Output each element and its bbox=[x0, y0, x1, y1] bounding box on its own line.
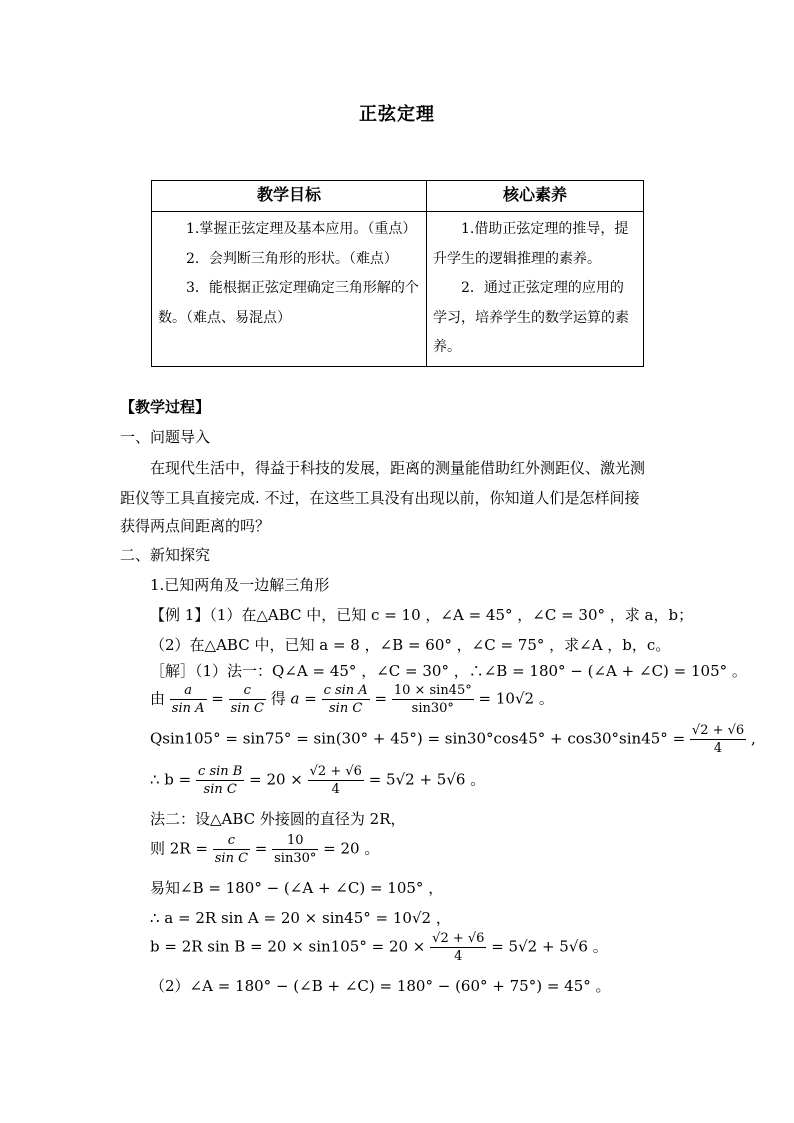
text: 由 bbox=[150, 689, 166, 708]
denominator: sin C bbox=[203, 782, 237, 797]
solution-line-b: ∴ b = $\frac{\text{c sin B}}{\text{sin C}}$ = 20 × $\frac{√2 + √6}{4}$ = 5√2 + 5√6 。 bbox=[150, 764, 486, 797]
solution-line-fractions: 由 $\frac{a}{\text{sin A}}$ = $\frac{c}{\text{sin C}}$ 得 a = $\frac{\text{c sin A}}{\text{sin C}}$ = $\frac{10 \times \sin 45^\circ}{\sin 30^\circ}$ = 10√2 。 bbox=[150, 683, 554, 716]
fraction bbox=[213, 832, 250, 867]
numerator: 10 × sin45° bbox=[393, 683, 472, 698]
numerator: 10 bbox=[272, 832, 318, 850]
numerator: √2 + √6 bbox=[309, 764, 362, 779]
denominator: 4 bbox=[331, 782, 340, 797]
text: = 10√2 。 bbox=[478, 689, 554, 708]
fraction bbox=[170, 682, 207, 717]
goal-item: 3．能根据正弦定理确定三角形解的个数。（难点、易混点） bbox=[158, 280, 419, 326]
numerator: a bbox=[170, 682, 207, 700]
numerator: c bbox=[213, 832, 250, 850]
section-heading: 二、新知探究 bbox=[120, 546, 211, 564]
solution-line-sin105: Qsin105° = sin75° = sin(30° + 45°) = sin30°cos45° + cos30°sin45° = $\frac{√2 + √6}{4}$ , bbox=[150, 723, 756, 756]
numerator: c bbox=[229, 682, 266, 700]
goal-item: 1.掌握正弦定理及基本应用。（重点） bbox=[186, 221, 417, 237]
fraction bbox=[196, 763, 244, 798]
numerator: c sin B bbox=[198, 764, 243, 779]
denominator: 4 bbox=[454, 949, 463, 964]
denominator: sin C bbox=[214, 851, 249, 866]
denominator: sin30° bbox=[411, 701, 454, 716]
table-header-literacy: 核心素养 bbox=[427, 181, 644, 212]
goal-item: 2．会判断三角形的形状。（难点） bbox=[186, 250, 398, 267]
denominator: sin A bbox=[171, 701, 205, 716]
example-line-1 bbox=[150, 604, 693, 625]
fraction bbox=[690, 722, 746, 757]
numerator: √2 + √6 bbox=[432, 931, 485, 946]
method2-line: ∴ a = 2R sin A = 20 × sin45° = 10√2 ， bbox=[150, 909, 451, 927]
example-question-2: （2）在△ABC 中，已知 a = 8 ，∠B = 60° ，∠C = 75° ，求∠A ，b，c。 bbox=[150, 636, 671, 654]
fraction bbox=[430, 930, 486, 965]
denominator: sin C bbox=[230, 701, 264, 716]
fraction bbox=[392, 682, 474, 717]
intro-line: 在现代生活中，得益于科技的发展，距离的测量能借助红外测距仪、激光测 bbox=[150, 459, 646, 477]
text: = 5√2 + 5√6 。 bbox=[368, 770, 486, 789]
part2-line: （2）∠A = 180° − (∠B + ∠C) = 180° − (60° + 75°) = 45° 。 bbox=[150, 977, 611, 995]
text: Qsin105° = sin75° = sin(30° + 45°) = sin30°cos45° + cos30°sin45° = bbox=[150, 729, 686, 748]
method2-line-2r: 则 2R = $\frac{c}{\text{sin C}}$ = $\frac{10}{\sin 30^\circ}$ = 20 。 bbox=[150, 833, 380, 866]
literacy-item: 2．通过正弦定理的应用的学习，培养学生的数学运算的素养。 bbox=[433, 280, 629, 355]
numerator: √2 + √6 bbox=[691, 723, 745, 738]
literacy-cell bbox=[427, 212, 644, 367]
fraction bbox=[229, 682, 266, 717]
fraction bbox=[272, 832, 318, 867]
goals-cell bbox=[152, 212, 427, 367]
text: = 20 。 bbox=[323, 839, 380, 858]
table-header-goals: 教学目标 bbox=[152, 181, 427, 212]
text: = 5√2 + 5√6 。 bbox=[491, 937, 608, 956]
method2-line: 易知∠B = 180° − (∠A + ∠C) = 105° ， bbox=[150, 879, 444, 897]
fraction bbox=[322, 682, 370, 717]
page-title: 正弦定理 bbox=[359, 104, 435, 125]
intro-line: 距仪等工具直接完成. 不过，在这些工具没有出现以前，你知道人们是怎样间接 bbox=[120, 489, 640, 507]
goals-table bbox=[151, 180, 644, 367]
method2-line-b bbox=[150, 930, 608, 965]
literacy-item: 1.借助正弦定理的推导，提升学生的逻辑推理的素养。 bbox=[433, 221, 629, 267]
text: ∴ b = bbox=[150, 770, 192, 789]
text: 则 2R = bbox=[150, 839, 208, 858]
example-label: 【例 1】 bbox=[150, 606, 210, 624]
process-heading: 【教学过程】 bbox=[120, 398, 211, 416]
subsection-heading: 1.已知两角及一边解三角形 bbox=[150, 576, 330, 594]
intro-line: 获得两点间距离的吗？ bbox=[120, 517, 271, 535]
text: 得 bbox=[270, 689, 286, 708]
denominator: 4 bbox=[713, 741, 723, 756]
denominator: sin C bbox=[328, 701, 363, 716]
section-heading: 一、问题导入 bbox=[120, 428, 211, 446]
solution-line: ［解］（1）法一：Q∠A = 45° ，∠C = 30° ，∴∠B = 180° − (∠A + ∠C) = 105° 。 bbox=[150, 662, 747, 680]
example-question-1: （1）在△ABC 中，已知 c = 10 ，∠A = 45° ，∠C = 30° ，求 a，b； bbox=[209, 606, 694, 624]
text: b = 2R sin B = 20 × sin105° = 20 × bbox=[150, 937, 426, 956]
fraction bbox=[308, 763, 364, 798]
method2-line: 法二：设△ABC 外接圆的直径为 2R， bbox=[150, 810, 406, 828]
denominator: sin30° bbox=[274, 851, 317, 866]
numerator: c sin A bbox=[323, 683, 368, 698]
